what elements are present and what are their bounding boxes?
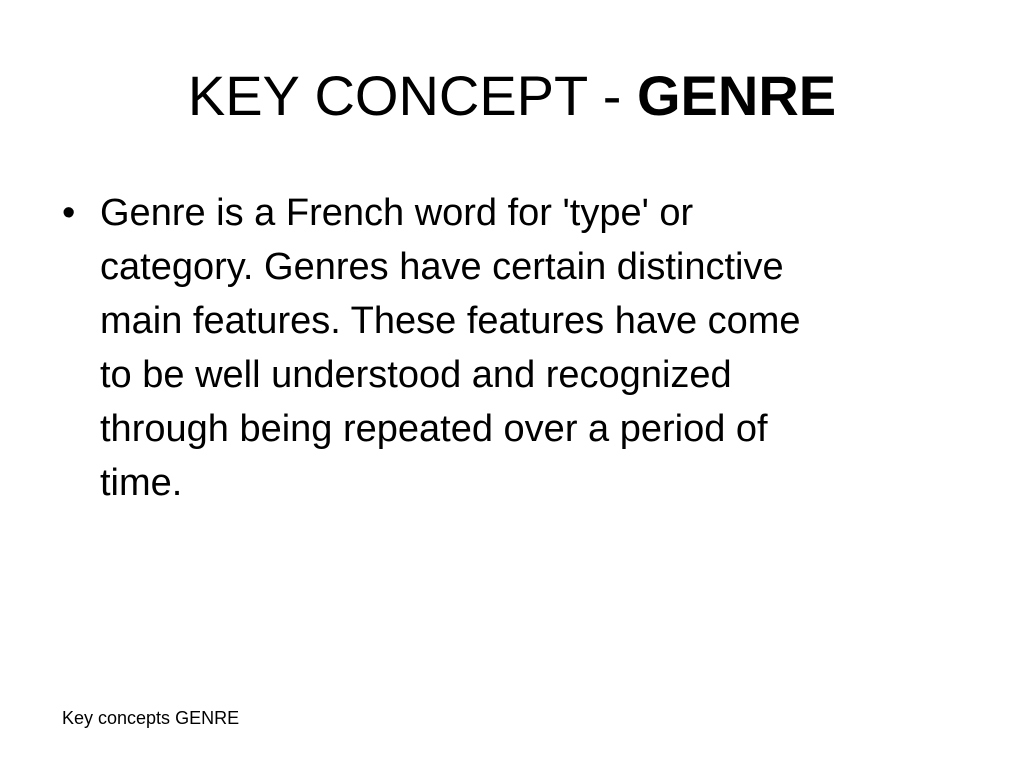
bullet-item — [62, 186, 940, 510]
title-emphasis: GENRE — [637, 64, 837, 127]
bullet-icon: • — [62, 192, 76, 234]
bullet-text: Genre is a French word for 'type' or category. Genres have certain distinctive main features. These features have come to be well understood and recognized through being repeated over a period of time. — [100, 192, 801, 504]
slide-body — [62, 186, 962, 510]
slide-footer: Key concepts GENRE — [62, 708, 240, 728]
slide-title — [0, 62, 1024, 130]
title-prefix: KEY CONCEPT - — [187, 64, 637, 127]
